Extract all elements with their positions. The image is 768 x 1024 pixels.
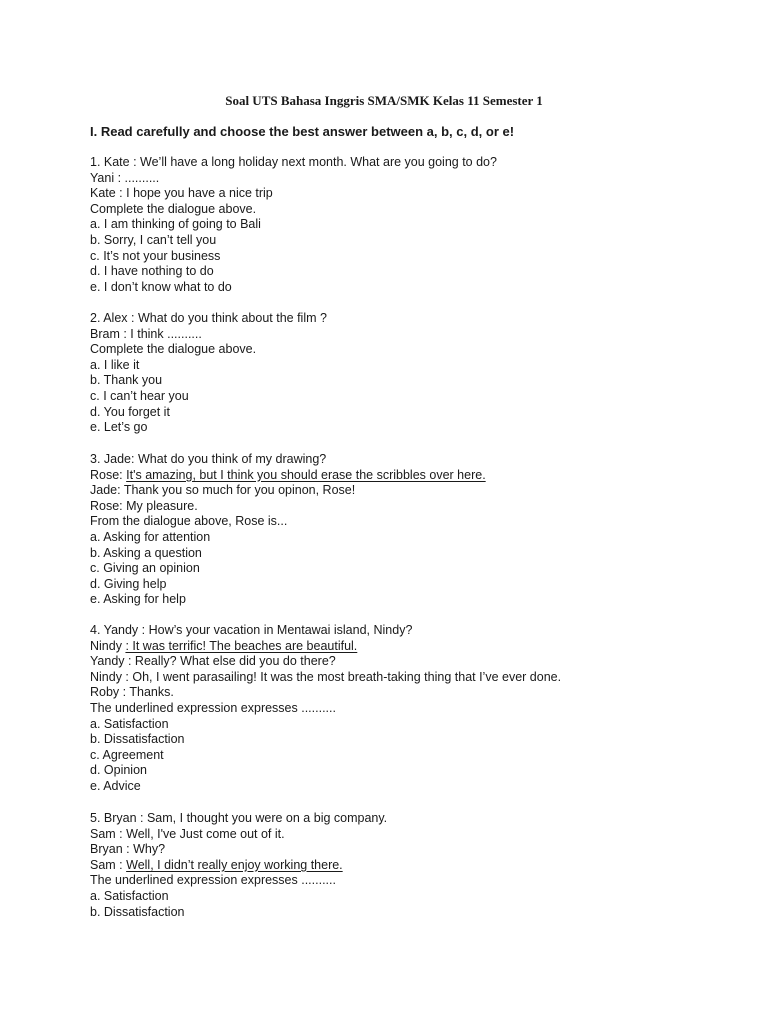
dialogue-line <box>90 468 730 484</box>
answer-option-d: d. You forget it <box>90 404 170 419</box>
question-instruction: Complete the dialogue above. <box>90 342 257 357</box>
answer-option-c: c. Giving an opinion <box>90 561 200 576</box>
question-5 <box>90 811 730 920</box>
answer-option-b: b. Sorry, I can’t tell you <box>90 232 217 247</box>
answer-option-e: e. Asking for help <box>90 592 186 607</box>
dialogue-line: Roby : Thanks. <box>90 685 174 700</box>
answer-option-d: d. I have nothing to do <box>90 264 214 279</box>
answer-option-e: e. Let’s go <box>90 420 148 435</box>
question-3-prompt: 3. Jade: What do you think of my drawing? <box>90 452 327 466</box>
answer-option-a: a. Satisfaction <box>90 888 169 903</box>
dialogue-line: Jade: Thank you so much for you opinon, Rose! <box>90 483 356 498</box>
answer-option-e: e. I don’t know what to do <box>90 279 232 294</box>
question-1-prompt: 1. Kate : We’ll have a long holiday next month. What are you going to do? <box>90 155 497 169</box>
dialogue-line: Bram : I think .......... <box>90 326 202 341</box>
dialogue-line: Yandy : Really? What else did you do there? <box>90 654 336 669</box>
underlined-expression: It's amazing, but I think you should erase the scribbles over here. <box>126 467 486 482</box>
answer-option-a: a. I like it <box>90 357 140 372</box>
speaker-label: Nindy <box>90 638 126 653</box>
question-instruction: The underlined expression expresses .......... <box>90 873 336 888</box>
answer-option-d: d. Giving help <box>90 576 167 591</box>
question-instruction: From the dialogue above, Rose is... <box>90 514 288 529</box>
speaker-label: Rose: <box>90 467 127 482</box>
dialogue-line <box>90 858 730 874</box>
question-2-prompt: 2. Alex : What do you think about the film ? <box>90 311 327 325</box>
question-instruction: The underlined expression expresses .......... <box>90 700 336 715</box>
question-4-prompt: 4. Yandy : How’s your vacation in Mentawai island, Nindy? <box>90 623 413 637</box>
question-1 <box>90 155 730 295</box>
answer-option-d: d. Opinion <box>90 763 147 778</box>
dialogue-line: Kate : I hope you have a nice trip <box>90 186 273 201</box>
answer-option-a: a. Asking for attention <box>90 529 211 544</box>
answer-option-c: c. Agreement <box>90 747 164 762</box>
page-title: Soal UTS Bahasa Inggris SMA/SMK Kelas 11 Semester 1 <box>225 93 543 108</box>
dialogue-line: Yani : .......... <box>90 170 160 185</box>
dialogue-line <box>90 639 730 655</box>
question-2 <box>90 311 730 436</box>
question-5-prompt: 5. Bryan : Sam, I thought you were on a big company. <box>90 811 388 825</box>
question-3 <box>90 452 730 608</box>
answer-option-a: a. I am thinking of going to Bali <box>90 217 261 232</box>
answer-option-c: c. It’s not your business <box>90 248 221 263</box>
dialogue-line: Sam : Well, I've Just come out of it. <box>90 826 285 841</box>
dialogue-line: Rose: My pleasure. <box>90 498 198 513</box>
underlined-expression: : It was terrific! The beaches are beautiful. <box>125 638 358 653</box>
answer-option-e: e. Advice <box>90 778 141 793</box>
answer-option-b: b. Asking a question <box>90 545 202 560</box>
instruction-heading: I. Read carefully and choose the best answer between a, b, c, d, or e! <box>90 124 515 139</box>
dialogue-line: Nindy : Oh, I went parasailing! It was the most breath-taking thing that I’ve ever done. <box>90 669 562 684</box>
speaker-label: Sam : <box>90 857 127 872</box>
dialogue-line: Bryan : Why? <box>90 842 166 857</box>
answer-option-a: a. Satisfaction <box>90 716 169 731</box>
question-instruction: Complete the dialogue above. <box>90 201 257 216</box>
question-4 <box>90 623 730 795</box>
answer-option-b: b. Dissatisfaction <box>90 904 185 919</box>
answer-option-b: b. Thank you <box>90 373 163 388</box>
answer-option-c: c. I can’t hear you <box>90 388 189 403</box>
answer-option-b: b. Dissatisfaction <box>90 732 185 747</box>
underlined-expression: Well, I didn’t really enjoy working there. <box>126 857 343 872</box>
